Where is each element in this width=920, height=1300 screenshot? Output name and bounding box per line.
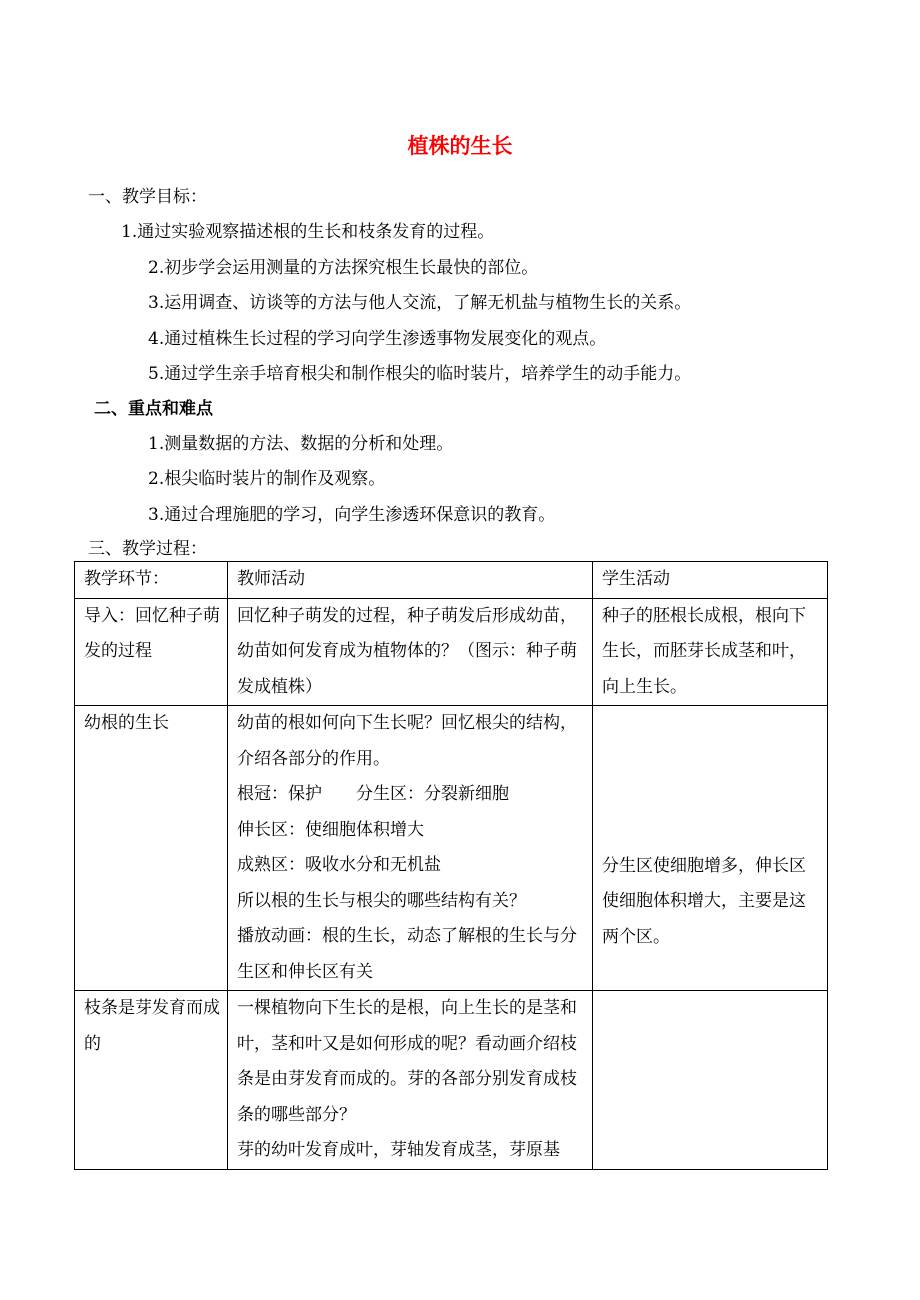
stage-cell: 幼根的生长 [75, 706, 228, 991]
objective-item-1: 1.通过实验观察描述根的生长和枝条发育的过程。 [121, 222, 495, 242]
key-point-item-1: 1.测量数据的方法、数据的分析和处理。 [148, 434, 454, 454]
teacher-activity-cell [228, 598, 593, 706]
section-heading-objectives: 一、教学目标： [88, 187, 207, 207]
teacher-activity-text: 伸长区：使细胞体积增大 [237, 819, 424, 840]
objective-item-4: 4.通过植株生长过程的学习向学生渗透事物发展变化的观点。 [148, 329, 607, 349]
teaching-process-table [74, 561, 828, 1170]
table-row [75, 598, 828, 706]
teacher-activity-text: 所以根的生长与根尖的哪些结构有关？ [237, 890, 526, 911]
student-activity-cell: 分生区使细胞增多，伸长区使细胞体积增大，主要是这两个区。 [593, 706, 828, 991]
header-student-activity: 学生活动 [593, 562, 828, 599]
teacher-activity-text: 播放动画：根的生长，动态了解根的生长与分生区和伸长区有关 [237, 926, 577, 982]
stage-cell: 导入：回忆种子萌发的过程 [75, 598, 228, 706]
teacher-activity-cell [228, 991, 593, 1170]
header-stage: 教学环节： [75, 562, 228, 599]
table-row [75, 991, 828, 1170]
key-point-item-3: 3.通过合理施肥的学习，向学生渗透环保意识的教育。 [148, 505, 556, 525]
teacher-activity-cell [228, 706, 593, 991]
header-teacher-activity: 教师活动 [228, 562, 593, 599]
key-point-item-2: 2.根尖临时装片的制作及观察。 [148, 469, 386, 489]
section-heading-process: 三、教学过程： [88, 539, 207, 559]
objective-item-5: 5.通过学生亲手培育根尖和制作根尖的临时装片，培养学生的动手能力。 [148, 364, 692, 384]
teacher-activity-text: 芽的幼叶发育成叶，芽轴发育成茎，芽原基 [237, 1140, 560, 1160]
teacher-activity-text: 成熟区：吸收水分和无机盐 [237, 855, 441, 875]
stage-cell: 枝条是芽发育而成的 [75, 991, 228, 1170]
teacher-activity-text: 根冠：保护 分生区：分裂新细胞 [237, 784, 509, 804]
section-heading-key-points: 二、重点和难点 [94, 399, 213, 419]
teacher-activity-text: 回忆种子萌发的过程，种子萌发后形成幼苗，幼苗如何发育成为植物体的？（图示：种子萌发成植株） [237, 605, 577, 697]
teacher-activity-text: 一棵植物向下生长的是根，向上生长的是茎和叶，茎和叶又是如何形成的呢？看动画介绍枝条是由芽发育而成的。芽的各部分别发育成枝条的哪些部分？ [237, 998, 577, 1125]
teacher-activity-text: 幼苗的根如何向下生长呢？回忆根尖的结构，介绍各部分的作用。 [237, 713, 577, 769]
student-activity-cell [593, 991, 828, 1170]
objective-item-3: 3.运用调查、访谈等的方法与他人交流，了解无机盐与植物生长的关系。 [148, 293, 692, 313]
objective-item-2: 2.初步学会运用测量的方法探究根生长最快的部位。 [148, 258, 539, 278]
table-row [75, 706, 828, 991]
table-header-row [75, 562, 828, 599]
page-title: 植株的生长 [407, 134, 513, 158]
student-activity-cell: 种子的胚根长成根，根向下生长，而胚芽长成茎和叶，向上生长。 [593, 598, 828, 706]
